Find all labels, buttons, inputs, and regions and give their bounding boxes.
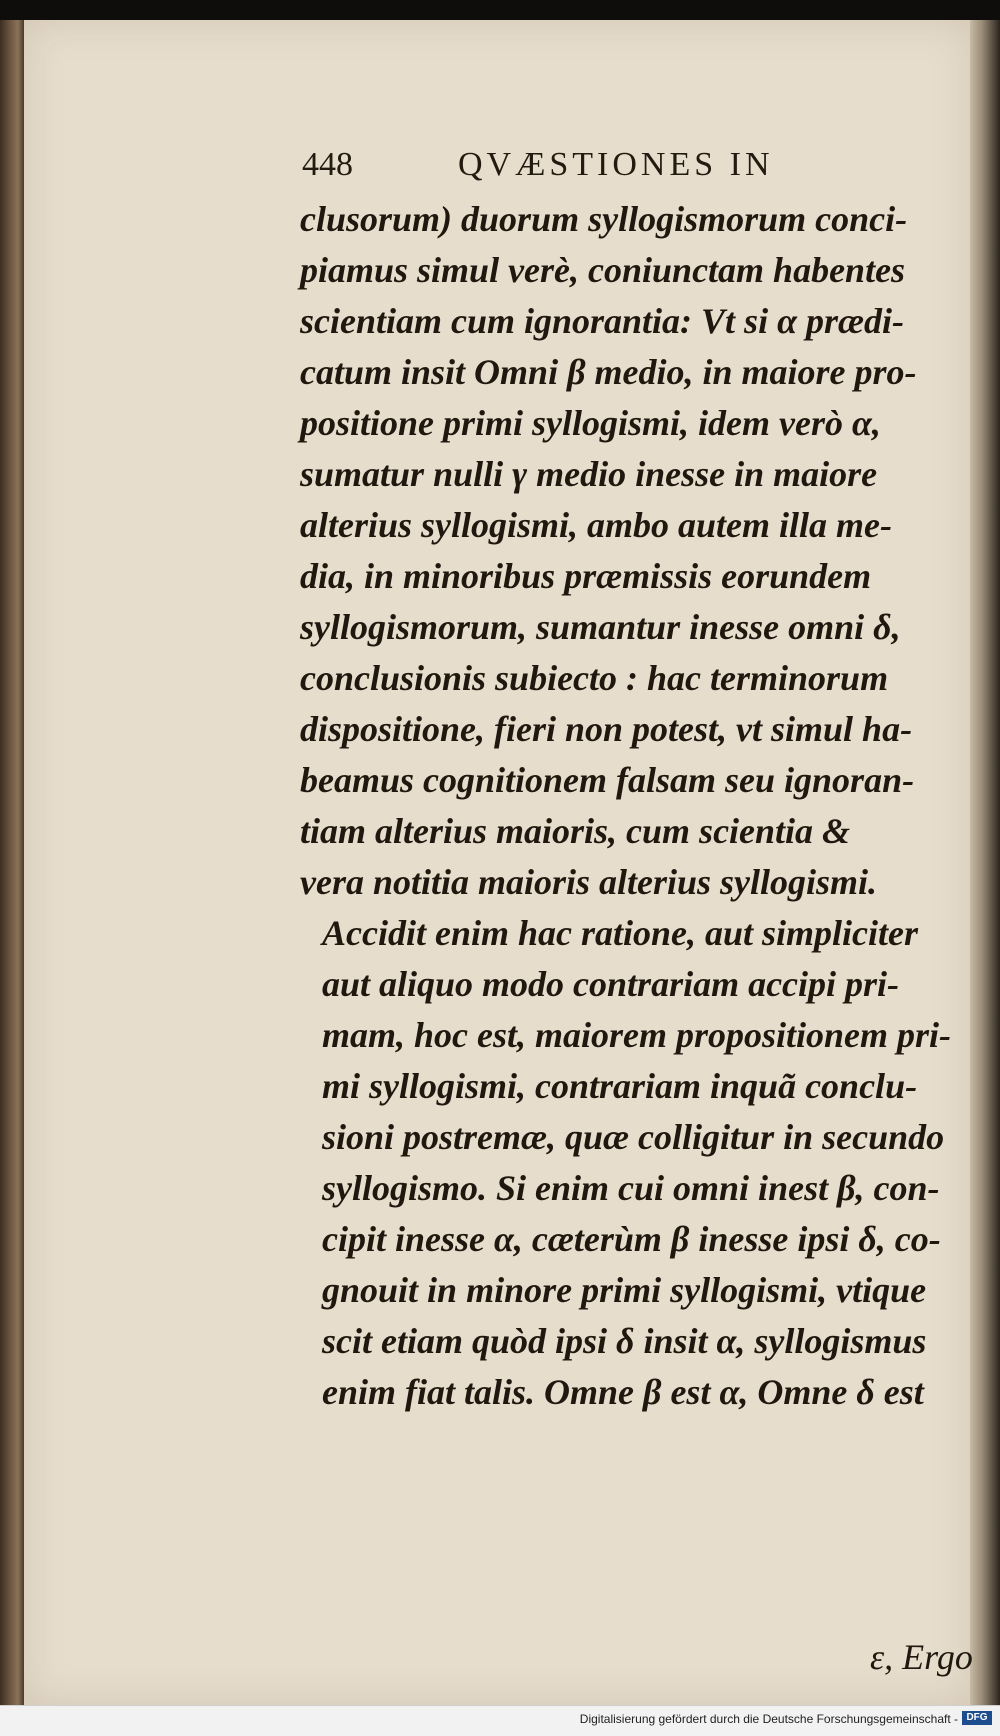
catchword: ε, Ergo [870,1637,973,1677]
text-line: conclusionis subiecto : hac terminorum [300,658,889,698]
text-line: alterius syllogismi, ambo autem illa me- [300,505,893,545]
text-line: mam, hoc est, maiorem propositionem pri- [322,1015,952,1055]
text-line: clusorum) duorum syllogismorum conci- [300,199,908,239]
running-title: QVÆSTIONES IN [458,146,774,183]
page-number: 448 [302,146,353,183]
text-line: syllogismo. Si enim cui omni inest β, con- [322,1168,940,1208]
text-line: beamus cognitionem falsam seu ignoran- [300,760,915,800]
page-text-body [300,194,962,1418]
text-line: gnouit in minore primi syllogismi, vtique [322,1270,927,1310]
text-line: aut aliquo modo contrariam accipi pri- [322,964,900,1004]
dfg-logo: DFG [962,1711,992,1725]
text-line: vera notitia maioris alterius syllogismi. [300,862,878,902]
text-line: positione primi syllogismi, idem verò α, [300,403,881,443]
text-line: mi syllogismi, contrariam inquã conclu- [322,1066,918,1106]
funding-notice: Digitalisierung gefördert durch die Deutsche Forschungsgemeinschaft - [579,1712,958,1726]
text-line: scientiam cum ignorantia: Vt si α prædi- [300,301,904,341]
text-line: scit etiam quòd ipsi δ insit α, syllogismus [322,1321,927,1361]
text-line: dispositione, fieri non potest, vt simul ha- [300,709,913,749]
page-fore-edge [970,20,1000,1705]
text-line: syllogismorum, sumantur inesse omni δ, [300,607,901,647]
text-line: enim fiat talis. Omne β est α, Omne δ est [322,1372,924,1412]
book-spine-edge [0,20,24,1705]
text-line: catum insit Omni β medio, in maiore pro- [300,352,917,392]
text-line: sioni postremæ, quæ colligitur in secundo [322,1117,945,1157]
text-line: cipit inesse α, cæterùm β inesse ipsi δ, co- [322,1219,941,1259]
text-line: tiam alterius maioris, cum scientia & [300,811,851,851]
text-line: sumatur nulli γ medio inesse in maiore [300,454,878,494]
text-line: Accidit enim hac ratione, aut simpliciter [322,913,919,953]
text-line: piamus simul verè, coniunctam habentes [300,250,906,290]
text-line: dia, in minoribus præmissis eorundem [300,556,872,596]
scan-top-border [0,0,1000,20]
